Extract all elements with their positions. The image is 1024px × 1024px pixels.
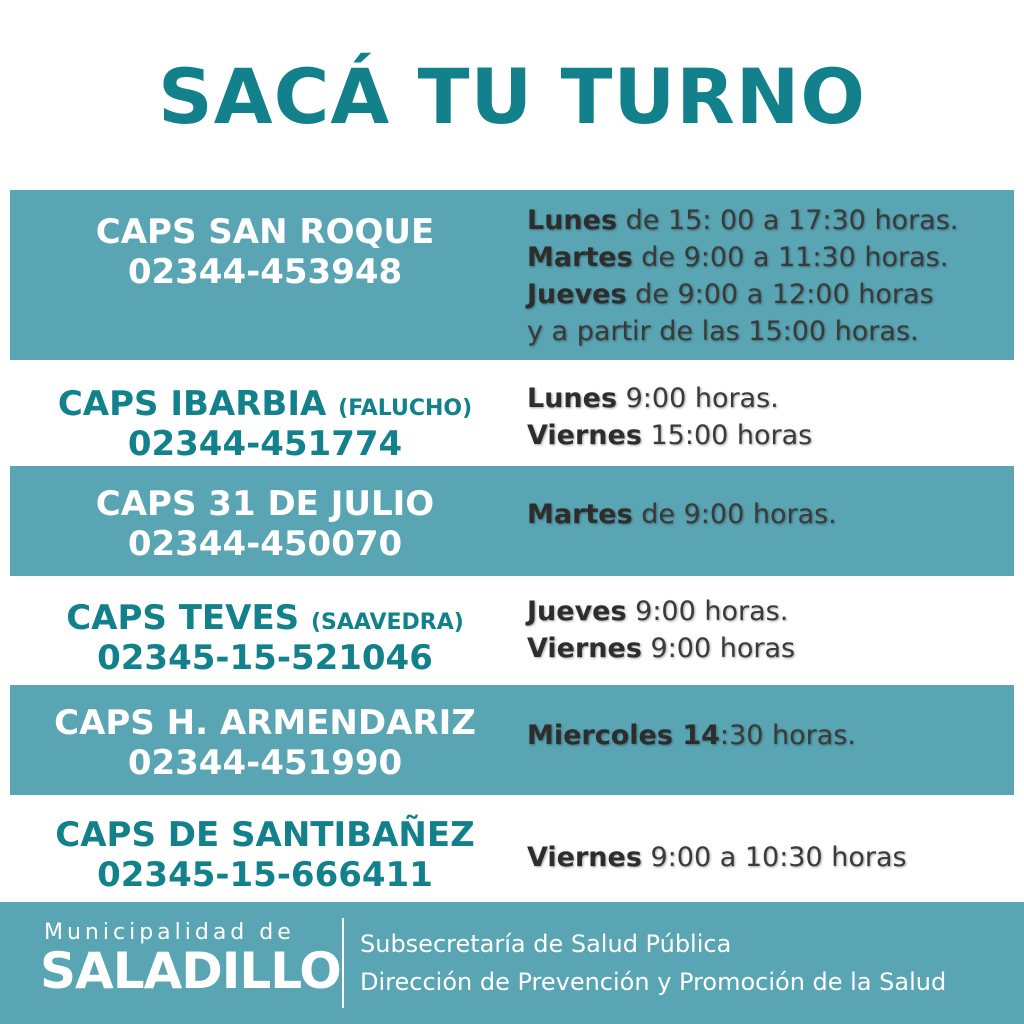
caps-row-31-de-julio [10, 466, 1014, 576]
footer-direccion: Dirección de Prevención y Promoción de la Salud [360, 968, 947, 996]
schedule-line: Jueves 9:00 horas. [527, 596, 789, 627]
caps-name-block [10, 212, 520, 292]
caps-row-san-roque [10, 190, 1014, 360]
caps-row-armendariz [10, 685, 1014, 795]
caps-schedule [527, 380, 812, 454]
page-title: SACÁ TU TURNO [158, 52, 866, 141]
caps-schedule [527, 593, 795, 667]
schedule-line: Martes de 9:00 horas. [527, 499, 837, 530]
caps-name-block [10, 703, 520, 783]
caps-phone: 02344-450070 [127, 524, 403, 565]
schedule-line: Lunes 9:00 horas. [527, 383, 779, 414]
caps-name-block [10, 815, 520, 895]
caps-name-suffix: (SAAVEDRA) [311, 610, 464, 635]
schedule-line: Miercoles 14:30 horas. [527, 720, 856, 751]
caps-row-santibanez [10, 797, 1014, 901]
caps-phone: 02345-15-521046 [97, 638, 433, 679]
caps-name: CAPS SAN ROQUE [95, 212, 435, 252]
caps-name-block [10, 384, 520, 464]
caps-row-teves [10, 578, 1014, 683]
caps-phone: 02344-451774 [127, 424, 403, 465]
schedule-line: y a partir de las 15:00 horas. [527, 316, 919, 347]
caps-phone: 02344-453948 [127, 252, 403, 293]
caps-name-block [10, 484, 520, 564]
caps-name: CAPS TEVES [66, 598, 300, 638]
caps-name-suffix: (FALUCHO) [338, 396, 473, 421]
schedule-line: Martes de 9:00 a 11:30 horas. [527, 242, 949, 273]
caps-schedule [527, 717, 856, 754]
schedule-line: Viernes 9:00 horas [527, 633, 796, 664]
caps-name: CAPS H. ARMENDARIZ [54, 703, 476, 743]
footer-subsecretaria: Subsecretaría de Salud Pública [360, 930, 732, 958]
caps-name: CAPS 31 DE JULIO [95, 484, 435, 524]
schedule-line: Jueves de 9:00 a 12:00 horas [527, 279, 934, 310]
caps-row-ibarbia [10, 362, 1014, 465]
schedule-line: Viernes 9:00 a 10:30 horas [527, 842, 907, 873]
schedule-line: Viernes 15:00 horas [527, 420, 813, 451]
municipality-label: Municipalidad de [44, 920, 295, 945]
caps-phone: 02345-15-666411 [97, 855, 433, 896]
footer-divider [342, 918, 344, 1008]
caps-name-block [10, 598, 520, 678]
caps-schedule [527, 496, 837, 533]
caps-schedule [527, 202, 958, 350]
caps-schedule [527, 839, 907, 876]
caps-phone: 02344-451990 [127, 743, 403, 784]
caps-name: CAPS DE SANTIBAÑEZ [55, 815, 475, 855]
caps-name: CAPS IBARBIA [57, 384, 327, 424]
schedule-line: Lunes de 15: 00 a 17:30 horas. [527, 205, 959, 236]
city-logo-text: SALADILLO [40, 942, 341, 1000]
